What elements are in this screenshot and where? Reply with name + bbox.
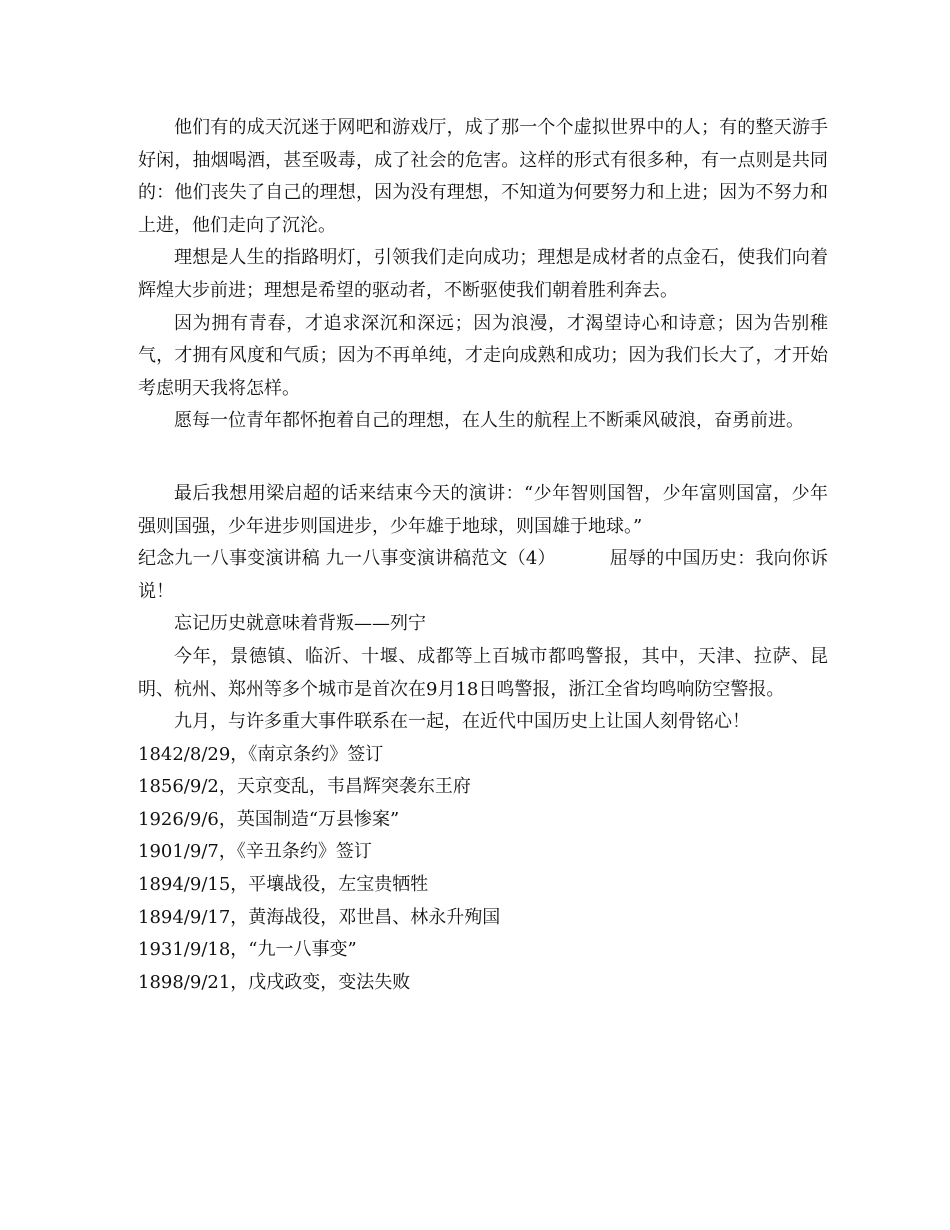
event-item: 1894/9/15，平壤战役，左宝贵牺牲 (138, 874, 429, 896)
event-item: 1931/9/18，“九一八事变” (138, 939, 357, 961)
paragraph-lost-youth: 他们有的成天沉迷于网吧和游戏厅，成了那一个个虚拟世界中的人；有的整天游手好闲，抽烟喝酒，甚至吸毒，成了社会的危害。这样的形式有很多种，有一点则是共同的：他们丧失了自己的理想，因为没有理想，不知道为何要努力和上进；因为不努力和上进，他们走向了沉沦。 (138, 117, 828, 236)
paragraph-closing-quote: 最后我想用梁启超的话来结束今天的演讲：“少年智则国智，少年富则国富，少年强则国强，少年进步则国进步，少年雄于地球，则国雄于地球。” (138, 482, 828, 537)
event-item: 1926/9/6，英国制造“万县惨案” (138, 808, 400, 830)
event-item: 1901/9/7，《辛丑条约》签订 (138, 841, 372, 863)
paragraph-september: 九月，与许多重大事件联系在一起，在近代中国历史上让国人刻骨铭心！ (174, 711, 750, 733)
event-item: 1894/9/17，黄海战役，邓世昌、林永升殉国 (138, 906, 501, 928)
section-subtitle: 屈辱的中国历史：我向你诉说！ (138, 548, 829, 602)
section-heading (138, 543, 828, 608)
paragraph-wish: 愿每一位青年都怀抱着自己的理想，在人生的航程上不断乘风破浪，奋勇前进。 (174, 410, 804, 432)
paragraph-ideal-lamp: 理想是人生的指路明灯，引领我们走向成功；理想是成材者的点金石，使我们向着辉煌大步前进；理想是希望的驱动者，不断驱使我们朝着胜利奔去。 (138, 247, 828, 301)
lenin-quote: 忘记历史就意味着背叛——列宁 (174, 613, 426, 635)
document-body (138, 112, 828, 999)
event-item: 1898/9/21，戊戌政变，变法失败 (138, 971, 411, 993)
paragraph-air-raid-sirens: 今年，景德镇、临沂、十堰、成都等上百城市都鸣警报，其中，天津、拉萨、昆明、杭州、郑州等多个城市是首次在9月18日鸣警报，浙江全省均鸣响防空警报。 (138, 645, 828, 700)
event-item: 1856/9/2，天京变乱，韦昌辉突袭东王府 (138, 776, 471, 798)
paragraph-youth-reasons: 因为拥有青春，才追求深沉和深远；因为浪漫，才渴望诗心和诗意；因为告别稚气，才拥有风度和气质；因为不再单纯，才走向成熟和成功；因为我们长大了，才开始考虑明天我将怎样。 (138, 312, 828, 399)
paragraph-spacer (138, 438, 828, 478)
section-title: 纪念九一八事变演讲稿 九一八事变演讲稿范文（4） (138, 548, 556, 570)
event-item: 1842/8/29，《南京条约》签订 (138, 743, 384, 765)
